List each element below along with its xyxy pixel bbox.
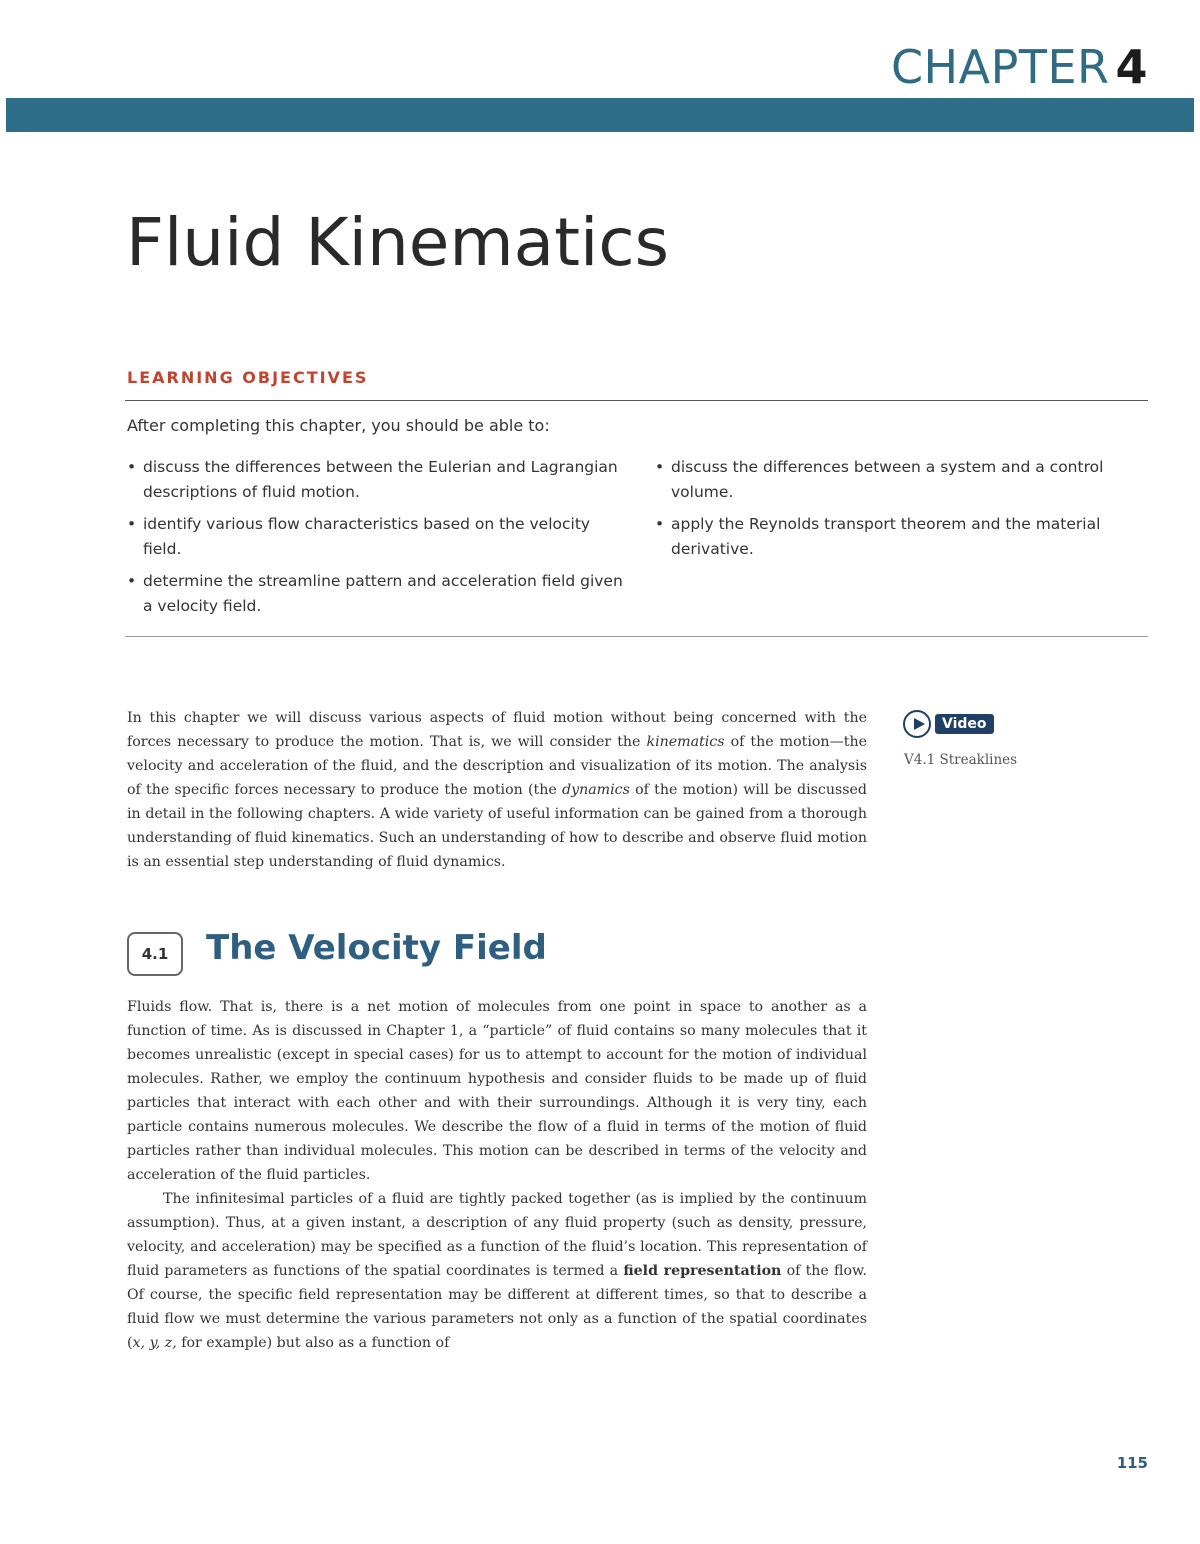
- section-title: The Velocity Field: [206, 928, 547, 968]
- intro-text-1: In this chapter we will discuss various aspects of fluid motion without being concerned with the forces necessary to produce the motion. That is, we will consider the: [127, 710, 867, 750]
- objectives-right-list: [655, 455, 1135, 569]
- intro-text-3: of the motion) will be discussed in detail in the following chapters. A wide variety of useful information can be gained from a thorough understanding of fluid kinematics. Such an understanding of how to describe and observe fluid motion is an essential step understanding of fluid dynamics.: [127, 782, 868, 870]
- field-representation-term: field representation: [623, 1263, 782, 1279]
- page-number: 115: [1116, 1454, 1148, 1472]
- body-text-2b: of the flow. Of course, the specific field representation may be different at different times, so that to describe a fluid flow we must determine the various parameters not only as a function of the spatial coordinates (: [127, 1263, 867, 1351]
- objective-item: • determine the streamline pattern and acceleration field given a velocity field.: [127, 569, 627, 619]
- objectives-top-rule: [125, 400, 1148, 401]
- play-icon: [903, 710, 931, 738]
- body-text-2c: for example) but also as a function of: [176, 1335, 450, 1351]
- objective-item: • discuss the differences between a system and a control volume.: [655, 455, 1135, 505]
- video-caption[interactable]: V4.1 Streaklines: [904, 752, 1018, 768]
- video-label: Video: [935, 714, 994, 734]
- chapter-title: Fluid Kinematics: [126, 204, 670, 281]
- coordinates-term: x, y, z,: [132, 1335, 177, 1351]
- body-paragraph-2: [127, 1187, 867, 1355]
- intro-text-2: of the motion—the velocity and acceleration of the fluid, and the description and visualization of its motion. The analysis of the specific forces necessary to produce the motion (the: [127, 734, 867, 798]
- objective-item: • apply the Reynolds transport theorem and the material derivative.: [655, 512, 1135, 562]
- objective-item: • discuss the differences between the Eulerian and Lagrangian descriptions of fluid motion.: [127, 455, 627, 505]
- objectives-bottom-rule: [125, 636, 1148, 637]
- chapter-band: [6, 98, 1194, 132]
- body-paragraph-1: Fluids flow. That is, there is a net motion of molecules from one point in space to another as a function of time. As is discussed in Chapter 1, a “particle” of fluid contains so many molecules that it becomes unrealistic (except in special cases) for us to attempt to account for the motion of individual molecules. Rather, we employ the continuum hypothesis and consider fluids to be made up of fluid particles that interact with each other and with their surroundings. Although it is very tiny, each particle contains numerous molecules. We describe the flow of a fluid in terms of the motion of fluid particles rather than individual molecules. This motion can be described in terms of the velocity and acceleration of the fluid particles.: [127, 999, 867, 1183]
- chapter-label: [891, 40, 1148, 94]
- objective-item: • identify various flow characteristics based on the velocity field.: [127, 512, 627, 562]
- section-body: [127, 995, 867, 1355]
- learning-objectives-heading: LEARNING OBJECTIVES: [127, 368, 369, 387]
- chapter-word: CHAPTER: [890, 40, 1110, 94]
- body-text-2a: The infinitesimal particles of a fluid are tightly packed together (as is implied by the continuum assumption). Thus, at a given instant, a description of any fluid property (such as density, pressure, velocity, and acceleration) may be specified as a function of the fluid’s location. This representation of fluid parameters as functions of the spatial coordinates is termed a: [127, 1191, 867, 1279]
- section-number-badge: 4.1: [127, 932, 183, 976]
- dynamics-term: dynamics: [561, 782, 630, 798]
- learning-objectives-intro: After completing this chapter, you should be able to:: [127, 416, 550, 435]
- objectives-left-list: [127, 455, 627, 626]
- chapter-number: 4: [1115, 40, 1148, 94]
- video-link[interactable]: [903, 710, 994, 738]
- kinematics-term: kinematics: [646, 734, 725, 750]
- intro-paragraph: [127, 706, 867, 874]
